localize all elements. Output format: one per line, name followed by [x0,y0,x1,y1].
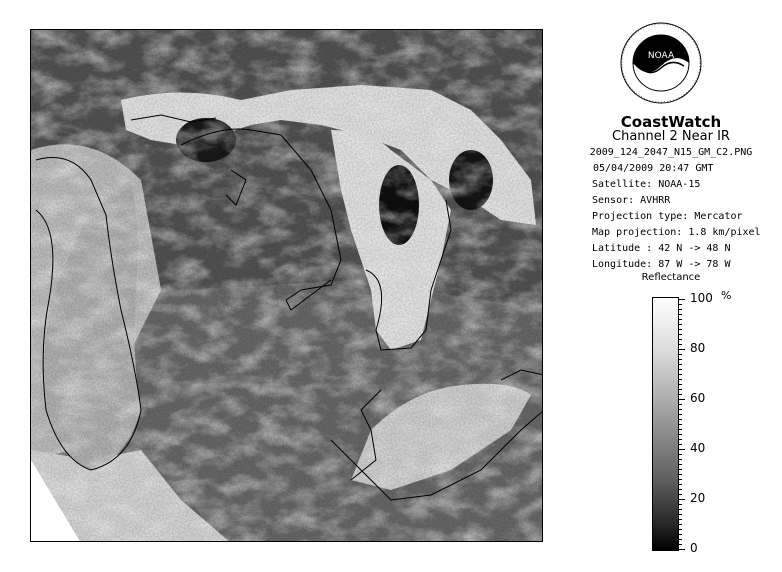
colorbar-major-tick [679,499,685,500]
longitude-info: Longitude: 87 W -> 78 W [592,259,731,270]
colorbar-minor-tick [679,384,682,385]
colorbar-minor-tick [679,404,682,405]
colorbar-tick-label: 20 [690,491,706,505]
colorbar-minor-tick [679,354,682,355]
colorbar-minor-tick [679,529,682,530]
colorbar-minor-tick [679,504,682,505]
colorbar-minor-tick [679,324,682,325]
colorbar-minor-tick [679,454,682,455]
colorbar-tick-label: 40 [690,441,706,455]
colorbar-minor-tick [679,489,682,490]
sensor-info: Sensor: AVHRR [592,195,671,206]
colorbar-minor-tick [679,464,682,465]
colorbar-minor-tick [679,429,682,430]
noaa-emblem [620,22,702,104]
colorbar-minor-tick [679,414,682,415]
colorbar-minor-tick [679,519,682,520]
great-lakes-map [31,30,543,542]
colorbar-minor-tick [679,424,682,425]
colorbar-major-tick [679,349,685,350]
colorbar-minor-tick [679,374,682,375]
projection-type-info: Projection type: Mercator [592,211,743,222]
colorbar-minor-tick [679,474,682,475]
colorbar-minor-tick [679,539,682,540]
colorbar-minor-tick [679,459,682,460]
colorbar-tick-label: 0 [690,541,698,555]
colorbar-minor-tick [679,339,682,340]
colorbar-minor-tick [679,369,682,370]
date-time: 05/04/2009 20:47 GMT [593,163,714,174]
latitude-info: Latitude : 42 N -> 48 N [592,243,731,254]
colorbar-minor-tick [679,409,682,410]
colorbar-minor-tick [679,469,682,470]
satellite-info: Satellite: NOAA-15 [592,179,701,190]
logo-center-text: NOAA [647,51,675,61]
panel-subtitle: Channel 2 Near IR [612,129,730,144]
colorbar-major-tick [679,549,685,550]
colorbar-minor-tick [679,379,682,380]
colorbar-unit: % [721,289,732,302]
colorbar-minor-tick [679,389,682,390]
colorbar-minor-tick [679,394,682,395]
colorbar-minor-tick [679,309,682,310]
colorbar-major-tick [679,449,685,450]
colorbar-minor-tick [679,534,682,535]
colorbar-minor-tick [679,514,682,515]
noaa-logo [620,22,702,104]
colorbar-minor-tick [679,304,682,305]
colorbar-minor-tick [679,524,682,525]
colorbar-tick-label: 100 [690,291,713,305]
colorbar-minor-tick [679,439,682,440]
colorbar-minor-tick [679,544,682,545]
colorbar-minor-tick [679,344,682,345]
colorbar-minor-tick [679,334,682,335]
colorbar-minor-tick [679,314,682,315]
colorbar-minor-tick [679,434,682,435]
colorbar-tick-label: 80 [690,341,706,355]
colorbar-minor-tick [679,484,682,485]
colorbar-minor-tick [679,329,682,330]
map-projection-info: Map projection: 1.8 km/pixel [592,227,761,238]
satellite-image [30,29,543,542]
image-grain [31,30,543,542]
panel-title: CoastWatch [620,113,722,131]
colorbar [652,297,679,551]
colorbar-tick-label: 60 [690,391,706,405]
image-filename: 2009_124_2047_N15_GM_C2.PNG [589,147,753,158]
colorbar-minor-tick [679,479,682,480]
colorbar-minor-tick [679,364,682,365]
colorbar-minor-tick [679,419,682,420]
colorbar-minor-tick [679,359,682,360]
colorbar-major-tick [679,399,685,400]
colorbar-minor-tick [679,494,682,495]
colorbar-minor-tick [679,444,682,445]
colorbar-minor-tick [679,509,682,510]
colorbar-title: Reflectance [641,272,701,283]
colorbar-major-tick [679,299,685,300]
colorbar-minor-tick [679,319,682,320]
